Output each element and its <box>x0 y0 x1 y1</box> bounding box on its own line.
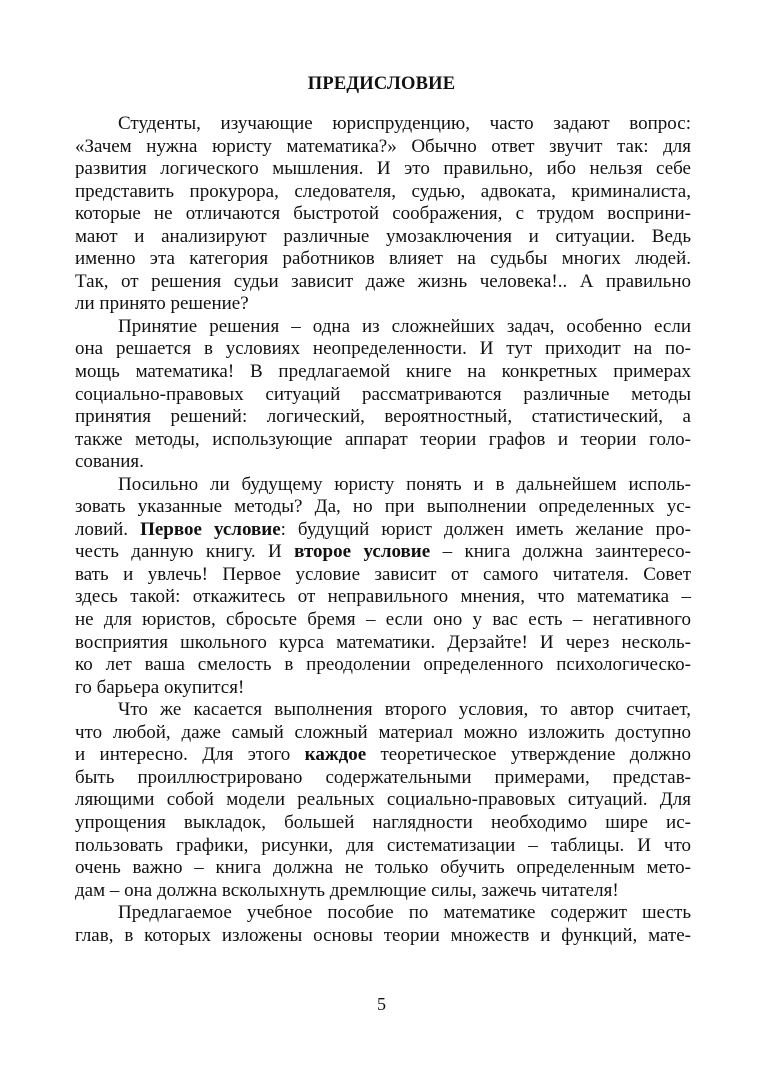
text-line <box>75 113 691 136</box>
text-line <box>75 902 691 925</box>
text-segment: пользовать графики, рисунки, для систематизации – таблицы. И что <box>75 834 691 856</box>
text-line <box>75 519 691 542</box>
text-segment: что любой, даже самый сложный материал можно изложить доступно <box>75 721 691 743</box>
text-line <box>75 451 691 474</box>
text-line <box>75 406 691 429</box>
text-line <box>75 474 691 497</box>
text-segment: именно эта категория работников влияет на судьбы многих людей. <box>75 248 691 270</box>
text-segment: честь данную книгу. И <box>75 541 295 563</box>
text-line <box>75 609 691 632</box>
page-number: 5 <box>377 994 386 1014</box>
text-line <box>75 429 691 452</box>
text-segment: го барьера окупится! <box>75 676 245 698</box>
text-segment: Принятие решения – одна из сложнейших задач, особенно если <box>118 315 691 337</box>
text-line <box>75 541 691 564</box>
text-segment: ловий. <box>75 518 141 540</box>
text-line <box>75 158 691 181</box>
text-line <box>75 835 691 858</box>
text-segment: ко лет ваша смелость в преодолении определенного психологическо- <box>75 654 691 676</box>
bold-text: каждое <box>304 744 367 766</box>
text-segment: Что же касается выполнения второго условия, то автор считает, <box>118 699 691 721</box>
text-segment: социально-правовых ситуаций рассматриваются различные методы <box>75 383 691 405</box>
text-line <box>75 181 691 204</box>
paragraph <box>75 902 691 947</box>
text-segment: очень важно – книга должна не только обучить определенным мето- <box>75 857 691 879</box>
page-title: ПРЕДИСЛОВИЕ <box>307 74 456 94</box>
text-segment: сования. <box>75 451 144 473</box>
text-line <box>75 564 691 587</box>
text-line <box>75 248 691 271</box>
text-segment: не для юристов, сбросьте бремя – если оно у вас есть – негативного <box>75 609 691 631</box>
text-line <box>75 744 691 767</box>
text-segment: упрощения выкладок, большей наглядности необходимо шире ис- <box>75 811 691 833</box>
text-line <box>75 654 691 677</box>
paragraph <box>75 699 691 902</box>
text-line <box>75 586 691 609</box>
text-line <box>75 226 691 249</box>
text-line <box>75 880 691 903</box>
text-segment: здесь такой: откажитесь от неправильного мнения, что математика – <box>75 586 691 608</box>
paragraph <box>75 316 691 474</box>
text-segment: представить прокурора, следователя, судью, адвоката, криминалиста, <box>75 180 691 202</box>
text-line <box>75 767 691 790</box>
text-line <box>75 925 691 948</box>
text-segment: Посильно ли будущему юристу понять и в дальнейшем исполь- <box>118 473 691 495</box>
paragraph <box>75 474 691 699</box>
paragraph <box>75 113 691 316</box>
text-segment: зовать указанные методы? Да, но при выполнении определенных ус- <box>75 496 691 518</box>
text-segment: принятия решений: логический, вероятностный, статистический, а <box>75 406 691 428</box>
text-segment: Предлагаемое учебное пособие по математике содержит шесть <box>118 902 691 924</box>
text-segment: Студенты, изучающие юриспруденцию, часто задают вопрос: <box>118 113 691 134</box>
text-segment: дам – она должна всколыхнуть дремлющие силы, зажечь читателя! <box>75 879 619 901</box>
text-line <box>75 632 691 655</box>
text-segment: теоретическое утверждение должно <box>366 744 691 766</box>
text-line <box>75 338 691 361</box>
bold-text: второе условие <box>294 541 431 563</box>
text-segment: и интересно. Для этого <box>75 744 305 766</box>
text-segment: ляющими собой модели реальных социально-правовых ситуаций. Для <box>75 789 691 811</box>
text-line <box>75 699 691 722</box>
text-segment: она решается в условиях неопределенности. И тут приходит на по- <box>75 338 691 360</box>
text-line <box>75 722 691 745</box>
text-line <box>75 496 691 519</box>
text-line <box>75 203 691 226</box>
text-segment: быть проиллюстрировано содержательными примерами, представ- <box>75 766 691 788</box>
text-segment: которые не отличаются быстротой соображения, с трудом восприни- <box>75 203 691 225</box>
document-body <box>75 113 691 947</box>
text-segment: мают и анализируют различные умозаключения и ситуации. Ведь <box>75 225 691 247</box>
text-segment: развития логического мышления. И это правильно, ибо нельзя себе <box>75 158 691 180</box>
text-segment: вать и увлечь! Первое условие зависит от самого читателя. Совет <box>75 563 691 585</box>
text-line <box>75 136 691 159</box>
text-segment: глав, в которых изложены основы теории множеств и функций, мате- <box>75 924 691 946</box>
text-segment: : будущий юрист должен иметь желание про- <box>280 518 691 540</box>
text-line <box>75 293 691 316</box>
text-segment: восприятия школьного курса математики. Дерзайте! И через несколь- <box>75 631 691 653</box>
text-line <box>75 857 691 880</box>
text-line <box>75 789 691 812</box>
text-line <box>75 271 691 294</box>
text-line <box>75 316 691 339</box>
text-line <box>75 677 691 700</box>
text-segment: мощь математика! В предлагаемой книге на конкретных примерах <box>75 361 691 383</box>
text-segment: также методы, использующие аппарат теории графов и теории голо- <box>75 428 691 450</box>
text-line <box>75 384 691 407</box>
text-segment: «Зачем нужна юристу математика?» Обычно ответ звучит так: для <box>75 135 691 157</box>
bold-text: Первое условие <box>140 518 281 540</box>
text-segment: ли принято решение? <box>75 293 249 315</box>
text-segment: – книга должна заинтересо- <box>430 541 691 563</box>
text-line <box>75 812 691 835</box>
text-line <box>75 361 691 384</box>
text-segment: Так, от решения судьи зависит даже жизнь человека!.. А правильно <box>75 270 691 292</box>
